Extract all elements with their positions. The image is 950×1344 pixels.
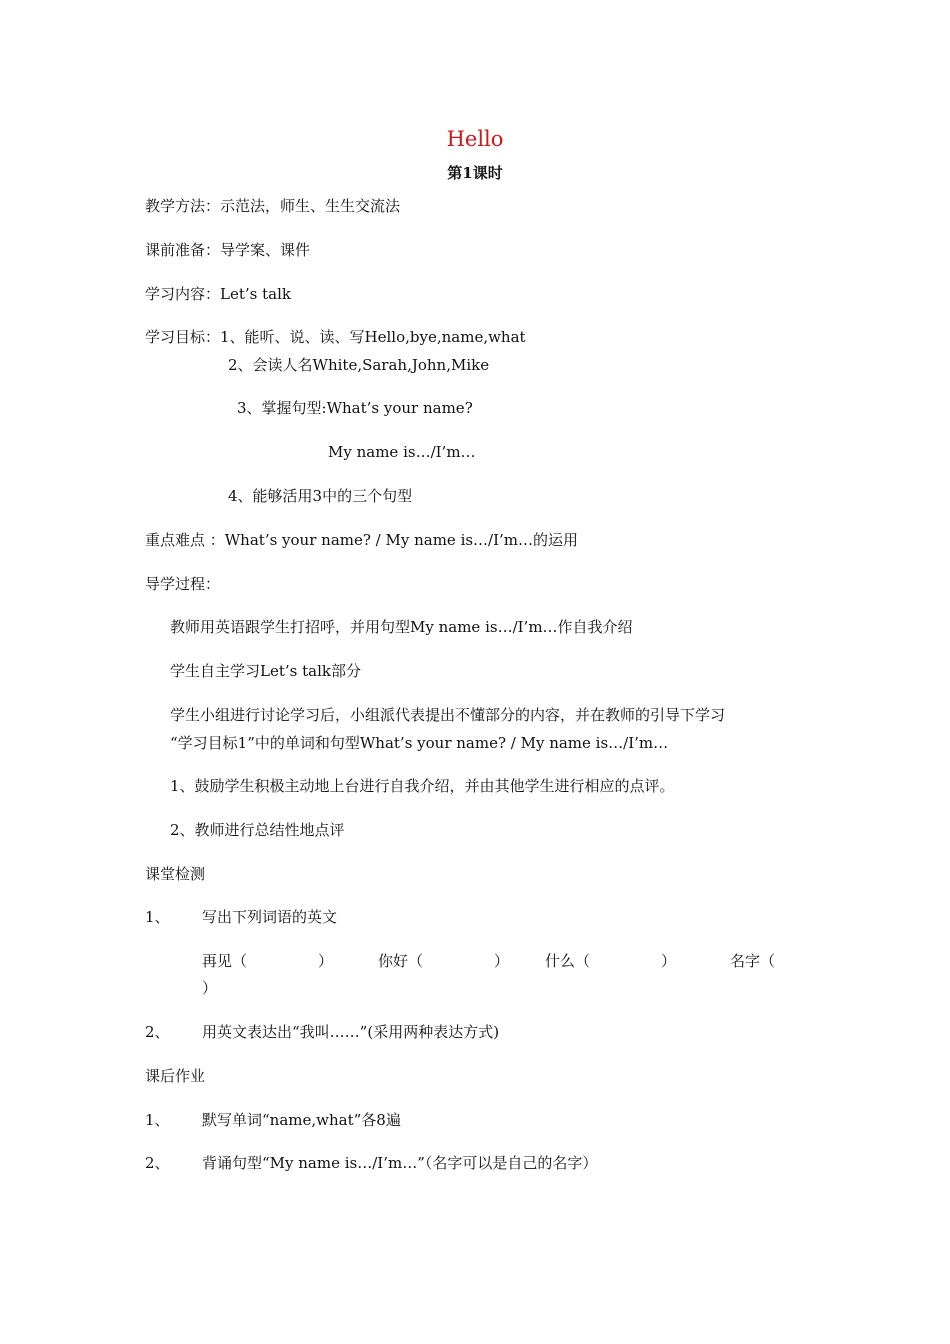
goal-1: 学习目标：1、能听、说、读、写Hello,bye,name,what — [145, 328, 526, 346]
check-1-number: 1、 — [145, 908, 170, 926]
blank-what: 什么（ — [545, 952, 591, 970]
process-step-5: 2、教师进行总结性地点评 — [170, 821, 345, 839]
page-title: Hello — [446, 127, 504, 151]
preparation: 课前准备：导学案、课件 — [145, 241, 311, 259]
goal-3: 3、掌握句型:What’s your name? — [237, 399, 473, 417]
process-step-3: 学生小组进行讨论学习后，小组派代表提出不懂部分的内容，并在教师的引导下学习 — [170, 706, 726, 724]
check-2-number: 2、 — [145, 1023, 170, 1041]
homework-1-text: 默写单词“name,what”各8遍 — [202, 1111, 401, 1129]
blank-hello-close: ） — [494, 952, 510, 970]
blank-goodbye-close: ） — [318, 952, 334, 970]
homework-heading: 课后作业 — [145, 1067, 206, 1085]
lesson-subtitle: 第1课时 — [447, 164, 503, 182]
process-step-2: 学生自主学习Let’s talk部分 — [170, 662, 361, 680]
process-step-1: 教师用英语跟学生打招呼，并用句型My name is…/I’m…作自我介绍 — [170, 618, 633, 636]
blank-what-close: ） — [661, 952, 677, 970]
homework-2-text: 背诵句型“My name is…/I’m…”（名字可以是自己的名字） — [202, 1154, 598, 1172]
learning-content: 学习内容：Let’s talk — [145, 285, 291, 303]
blank-name: 名字（ — [730, 952, 776, 970]
check-1-text: 写出下列词语的英文 — [202, 908, 338, 926]
homework-1-number: 1、 — [145, 1111, 170, 1129]
key-points: 重点难点 ：What’s your name? / My name is…/I’m…的运用 — [145, 531, 579, 549]
blank-name-close: ） — [202, 979, 218, 997]
homework-2-number: 2、 — [145, 1154, 170, 1172]
blank-goodbye: 再见（ — [202, 952, 248, 970]
goal-3-sentence: My name is…/I’m… — [328, 443, 476, 461]
goal-2: 2、会读人名White,Sarah,John,Mike — [228, 356, 490, 374]
goal-4: 4、能够活用3中的三个句型 — [228, 487, 413, 505]
check-heading: 课堂检测 — [145, 865, 206, 883]
process-heading: 导学过程： — [145, 575, 221, 593]
process-step-4: 1、鼓励学生积极主动地上台进行自我介绍，并由其他学生进行相应的点评。 — [170, 777, 675, 795]
check-2-text: 用英文表达出“我叫……”(采用两种表达方式) — [202, 1023, 500, 1041]
teaching-method: 教学方法：示范法，师生、生生交流法 — [145, 197, 401, 215]
process-step-3-cont: “学习目标1”中的单词和句型What’s your name? / My name is…/I’m… — [170, 734, 669, 752]
blank-hello: 你好（ — [378, 952, 424, 970]
